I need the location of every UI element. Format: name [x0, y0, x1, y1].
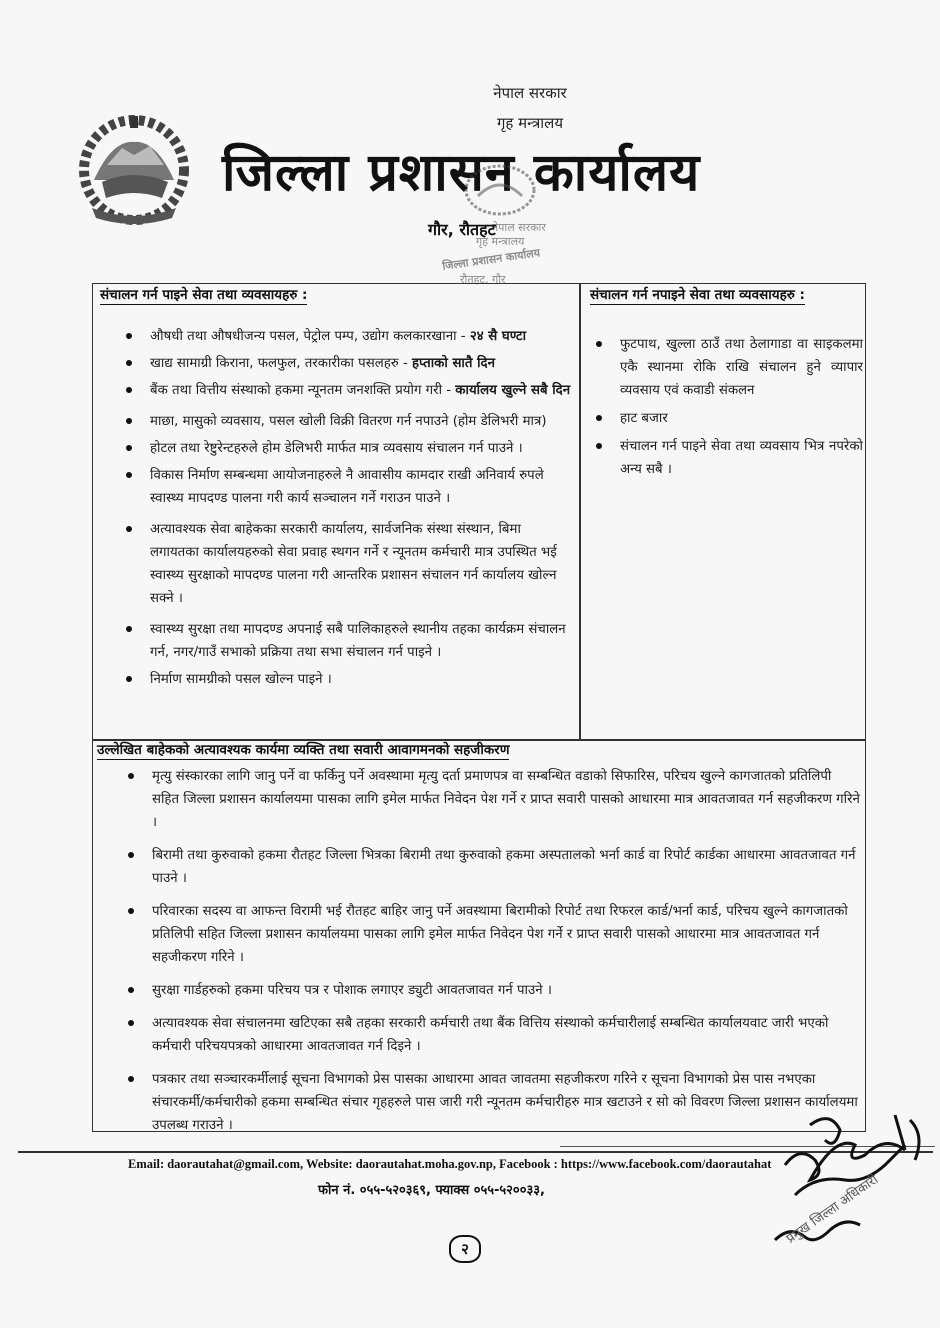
list-item: खाद्य सामाग्री किराना, फलफुल, तरकारीका पसलहरु - हप्ताको सातै दिन	[118, 352, 573, 375]
movement-facilitation-list	[120, 765, 860, 1147]
list-item: औषधी तथा औषधीजन्य पसल, पेट्रोल पम्प, उद्योग कलकारखाना - २४ सै घण्टा	[118, 325, 573, 348]
list-item: स्वास्थ्य सुरक्षा तथा मापदण्ड अपनाई सबै पालिकाहरुले स्थानीय तहका कार्यक्रम संचालन गर्न, नगर/गाउँ सभाको प्रक्रिया तथा सभा संचालन गर्न पाइने ।	[118, 618, 573, 664]
ministry-name: गृह मन्त्रालय	[496, 114, 564, 132]
allowed-services-list	[118, 325, 573, 695]
list-item: बैंक तथा वित्तीय संस्थाको हकमा न्यूनतम जनशक्ति प्रयोग गरी - कार्यालय खुल्ने सबै दिन	[118, 379, 573, 402]
list-item: अत्यावश्यक सेवा संचालनमा खटिएका सबै तहका सरकारी कर्मचारी तथा बैंक वित्तिय संस्थाको कर्मचारीलाई सम्बन्धित कार्यालयवाट जारी भएको कर्मचारी परिचयपत्रको आधारमा आवतजावत गर्न दिइने ।	[120, 1012, 860, 1058]
stamp-line-1: नेपाल सरकार	[492, 221, 546, 234]
allowed-services-heading: संचालन गर्न पाइने सेवा तथा व्यवसायहरु :	[100, 287, 308, 303]
footer-contact-info: Email: daorautahat@gmail.com, Website: daorautahat.moha.gov.np, Facebook : https://www.facebook.com/daorautahat	[128, 1157, 772, 1171]
list-item: पत्रकार तथा सञ्चारकर्मीलाई सूचना विभागको प्रेस पासका आधारमा आवत जावतमा सहजीकरण गरिने र सूचना विभागको प्रेस पास नभएका संचारकर्मी/कर्मचारीको हकमा सम्बन्धित संचार गृहहरुले पास जारी गरी न्यूनतम कर्मचारीहरु मात्र खटाउने र सो को विवरण जिल्ला प्रशासन कार्यालयमा उपलब्ध गराउने ।	[120, 1068, 860, 1137]
list-item: होटल तथा रेष्टुरेन्टहरुले होम डेलिभरी मार्फत मात्र व्यवसाय संचालन गर्न पाउने ।	[118, 437, 573, 460]
list-item: निर्माण सामग्रीको पसल खोल्न पाइने ।	[118, 668, 573, 691]
list-item: परिवारका सदस्य वा आफन्त विरामी भई रौतहट बाहिर जानु पर्ने अवस्थामा बिरामीको रिपोर्ट तथा रिफरल कार्ड/भर्ना कार्ड, परिचय खुल्ने कागजातको प्रतिलिपी सहित जिल्ला प्रशासन कार्यालयमा पासका लागि इमेल मार्फत निवेदन पेश गर्ने र प्राप्त सवारी पासको आधारमा मात्र आवतजावत गर्न सहजीकरण गरिने ।	[120, 900, 860, 969]
footer-phone-fax: फोन नं. ०५५-५२०३६९, फ्याक्स ०५५-५२००३३,	[318, 1183, 545, 1198]
stamp-line-2: गृह मन्त्रालय	[476, 235, 525, 248]
stamp-line-4: रौतहट, गौर	[460, 273, 506, 286]
list-item: अत्यावश्यक सेवा बाहेकका सरकारी कार्यालय, सार्वजनिक संस्था संस्थान, बिमा लगायतका कार्यालयहरुको सेवा प्रवाह स्थगन गर्ने र न्यूनतम कर्मचारी मात्र उपस्थित भई स्वास्थ्य सुरक्षाको मापदण्ड पालना गरी आन्तरिक प्रशासन संचालन गर्न कार्यालय खोल्न सक्ने ।	[118, 518, 573, 610]
list-item: फुटपाथ, खुल्ला ठाउँ तथा ठेलागाडा वा साइकलमा एकै स्थानमा रोकि राखि संचालन हुने व्यापार व्यवसाय एवं कवाडी संकलन	[588, 333, 863, 402]
government-name: नेपाल सरकार	[493, 84, 567, 102]
list-item: मृत्यु संस्कारका लागि जानु पर्ने वा फर्किनु पर्ने अवस्थामा मृत्यु दर्ता प्रमाणपत्र वा सम्बन्धित वडाको सिफारिस, परिचय खुल्ने कागजातको प्रतिलिपी सहित जिल्ला प्रशासन कार्यालयमा पासका लागि इमेल मार्फत निवेदन पेश गर्ने र प्राप्त सवारी पासको आधारमा मात्र आवतजावत गर्न सहजीकरण गरिने ।	[120, 765, 860, 834]
page-number: २	[449, 1235, 481, 1263]
prohibited-services-list	[588, 333, 863, 486]
list-item: माछा, मासुको व्यवसाय, पसल खोली विक्री वितरण गर्न नपाउने (होम डेलिभरी मात्र)	[118, 410, 573, 433]
list-item: बिरामी तथा कुरुवाको हकमा रौतहट जिल्ला भित्रका बिरामी तथा कुरुवाको हकमा अस्पतालको भर्ना कार्ड वा रिपोर्ट कार्डका आधारमा आवतजावत गर्न पाउने ।	[120, 844, 860, 890]
list-item: विकास निर्माण सम्बन्धमा आयोजनाहरुले नै आवासीय कामदार राखी अनिवार्य रुपले स्वास्थ्य मापदण्ड पालना गरी कार्य सञ्चालन गर्ने गराउन पाउने ।	[118, 464, 573, 510]
list-item: हाट बजार	[588, 407, 863, 430]
signatory-title: प्रमुख जिल्ला अधिकारी	[783, 1172, 882, 1247]
stamp-line-3: जिल्ला प्रशासन कार्यालय	[441, 246, 541, 273]
office-location: गौर, रौतहट	[428, 220, 496, 239]
office-title: जिल्ला प्रशासन कार्यालय	[222, 143, 701, 203]
prohibited-services-heading: संचालन गर्न नपाइने सेवा तथा व्यवसायहरु :	[590, 287, 805, 303]
movement-facilitation-heading: उल्लेखित बाहेकको अत्यावश्यक कार्यमा व्यक्ति तथा सवारी आवागमनको सहजीकरण	[97, 742, 510, 758]
list-item: सुरक्षा गार्डहरुको हकमा परिचय पत्र र पोशाक लगाएर ड्युटी आवतजावत गर्न पाउने ।	[120, 979, 860, 1002]
list-item: संचालन गर्न पाइने सेवा तथा व्यवसाय भित्र नपरेको अन्य सबै ।	[588, 435, 863, 481]
column-divider	[579, 283, 581, 740]
